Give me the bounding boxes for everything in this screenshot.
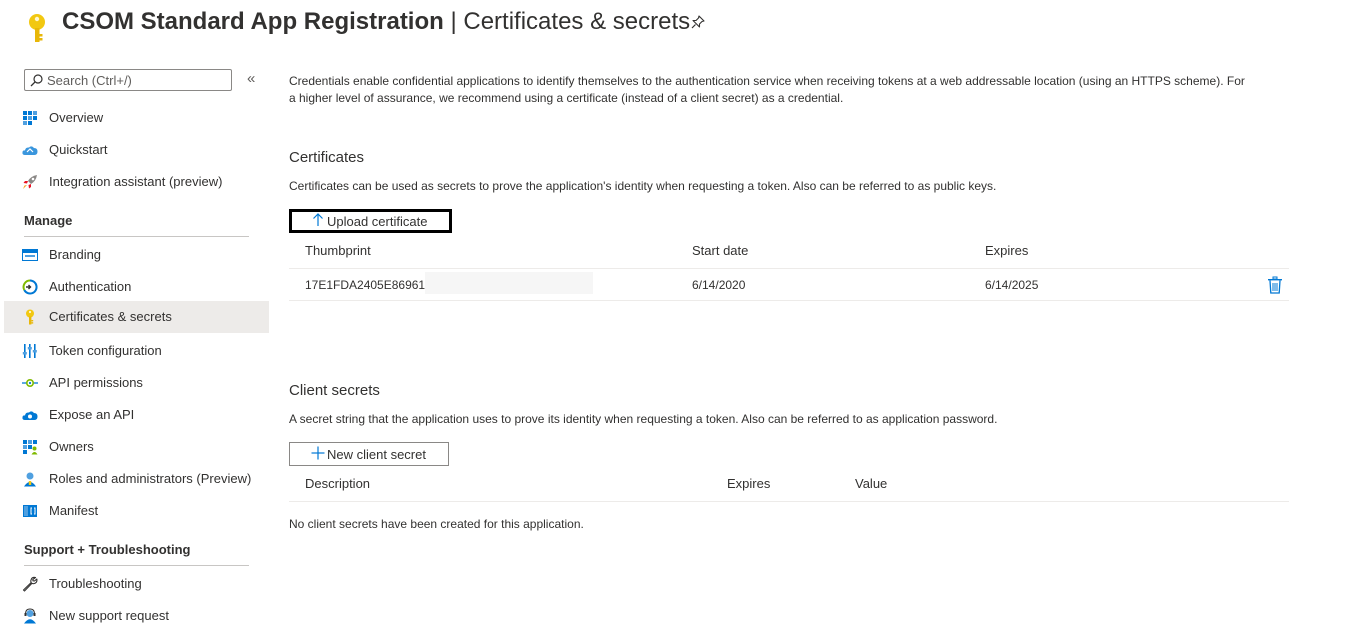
sidebar-item-label: Integration assistant (preview) — [49, 174, 223, 189]
table-divider — [289, 501, 1289, 502]
sidebar-item-quickstart[interactable] — [4, 134, 269, 166]
sidebar-item-certificates-secrets[interactable] — [4, 301, 269, 333]
search-icon — [30, 74, 43, 87]
main-content — [289, 0, 1299, 637]
column-header-value: Value — [855, 476, 888, 491]
empty-secrets-message: No client secrets have been created for this application. — [289, 517, 584, 531]
sidebar-item-branding[interactable] — [4, 239, 269, 271]
title-separator: | — [450, 8, 457, 35]
sidebar-item-integration-assistant[interactable] — [4, 166, 269, 198]
sidebar-item-label: New support request — [49, 608, 169, 623]
divider — [24, 236, 249, 237]
api-permissions-icon — [22, 375, 38, 391]
sidebar-item-label: Troubleshooting — [49, 576, 142, 591]
sidebar-item-new-support-request[interactable] — [4, 600, 269, 632]
support-person-icon — [22, 608, 38, 624]
roles-person-icon — [22, 471, 38, 487]
search-input[interactable] — [47, 71, 227, 89]
key-icon — [22, 309, 38, 325]
sidebar-item-authentication[interactable] — [4, 271, 269, 303]
client-secrets-heading: Client secrets — [289, 382, 380, 399]
client-secrets-description: A secret string that the application uses to prove its identity when requesting a token. Also can be referred to as application password. — [289, 412, 998, 426]
thumbprint-redaction — [425, 272, 593, 294]
column-header-start-date: Start date — [692, 243, 749, 258]
divider — [24, 565, 249, 566]
quickstart-cloud-icon — [22, 142, 38, 158]
blade-title: Certificates & secrets — [463, 8, 691, 35]
token-config-icon — [22, 343, 38, 359]
sidebar-item-expose-api[interactable] — [4, 399, 269, 431]
sidebar-item-label: API permissions — [49, 375, 143, 390]
rocket-icon — [22, 174, 38, 190]
column-header-description: Description — [305, 476, 371, 491]
app-name: CSOM Standard App Registration — [62, 8, 444, 35]
table-divider — [289, 268, 1289, 269]
sidebar-item-owners[interactable] — [4, 431, 269, 463]
manage-heading: Manage — [24, 213, 73, 228]
upload-arrow-icon — [311, 213, 325, 227]
sidebar-item-troubleshooting[interactable] — [4, 568, 269, 600]
collapse-sidebar-button[interactable]: « — [247, 70, 256, 87]
sidebar-item-manifest[interactable] — [4, 495, 269, 527]
sidebar-item-label: Branding — [49, 247, 102, 262]
column-header-expires: Expires — [985, 243, 1029, 258]
sidebar-item-roles-administrators[interactable] — [4, 463, 269, 495]
delete-icon[interactable] — [1267, 276, 1283, 294]
sidebar-item-label: Token configuration — [49, 343, 162, 358]
table-divider — [289, 300, 1289, 301]
sidebar-item-label: Owners — [49, 439, 94, 454]
certificates-heading: Certificates — [289, 149, 365, 166]
thumbprint-value: 17E1FDA2405E86961 — [305, 278, 426, 292]
column-header-thumbprint: Thumbprint — [305, 243, 371, 258]
sidebar-item-overview[interactable] — [4, 102, 269, 134]
sidebar — [0, 62, 269, 637]
new-client-secret-label: New client secret — [327, 447, 426, 462]
sidebar-item-label: Manifest — [49, 503, 99, 518]
plus-icon — [311, 446, 325, 460]
expires-value: 6/14/2025 — [985, 278, 1039, 292]
key-icon — [26, 13, 48, 45]
owners-grid-icon — [22, 439, 38, 455]
sidebar-item-label: Overview — [49, 110, 104, 125]
branding-icon — [22, 247, 38, 263]
column-header-expires: Expires — [727, 476, 771, 491]
manifest-icon — [22, 503, 38, 519]
expose-api-cloud-icon — [22, 407, 38, 423]
sidebar-item-label: Expose an API — [49, 407, 135, 422]
search-box[interactable] — [24, 69, 232, 91]
overview-grid-icon — [22, 110, 38, 126]
wrench-icon — [22, 576, 38, 592]
sidebar-item-token-configuration[interactable] — [4, 335, 269, 367]
sidebar-item-label: Certificates & secrets — [49, 309, 172, 324]
sidebar-item-label: Quickstart — [49, 142, 108, 157]
upload-certificate-button[interactable] — [289, 209, 452, 233]
sidebar-item-label: Authentication — [49, 279, 132, 294]
support-heading: Support + Troubleshooting — [24, 542, 191, 557]
certificates-description: Certificates can be used as secrets to prove the application's identity when requesting a token. Also can be referred to as public keys. — [289, 179, 997, 193]
start-date-value: 6/14/2020 — [692, 278, 746, 292]
sidebar-item-label: Roles and administrators (Preview) — [49, 471, 252, 486]
sidebar-item-api-permissions[interactable] — [4, 367, 269, 399]
new-client-secret-button[interactable] — [289, 442, 449, 466]
upload-certificate-label: Upload certificate — [327, 214, 428, 229]
authentication-icon — [22, 279, 38, 295]
credentials-intro: Credentials enable confidential applications to identify themselves to the authentication service when receiving tokens at a web addressable location (using an HTTPS scheme). For a higher level of assurance, we recommend using a certificate (instead of a client secret) as a credential. — [289, 74, 1245, 105]
